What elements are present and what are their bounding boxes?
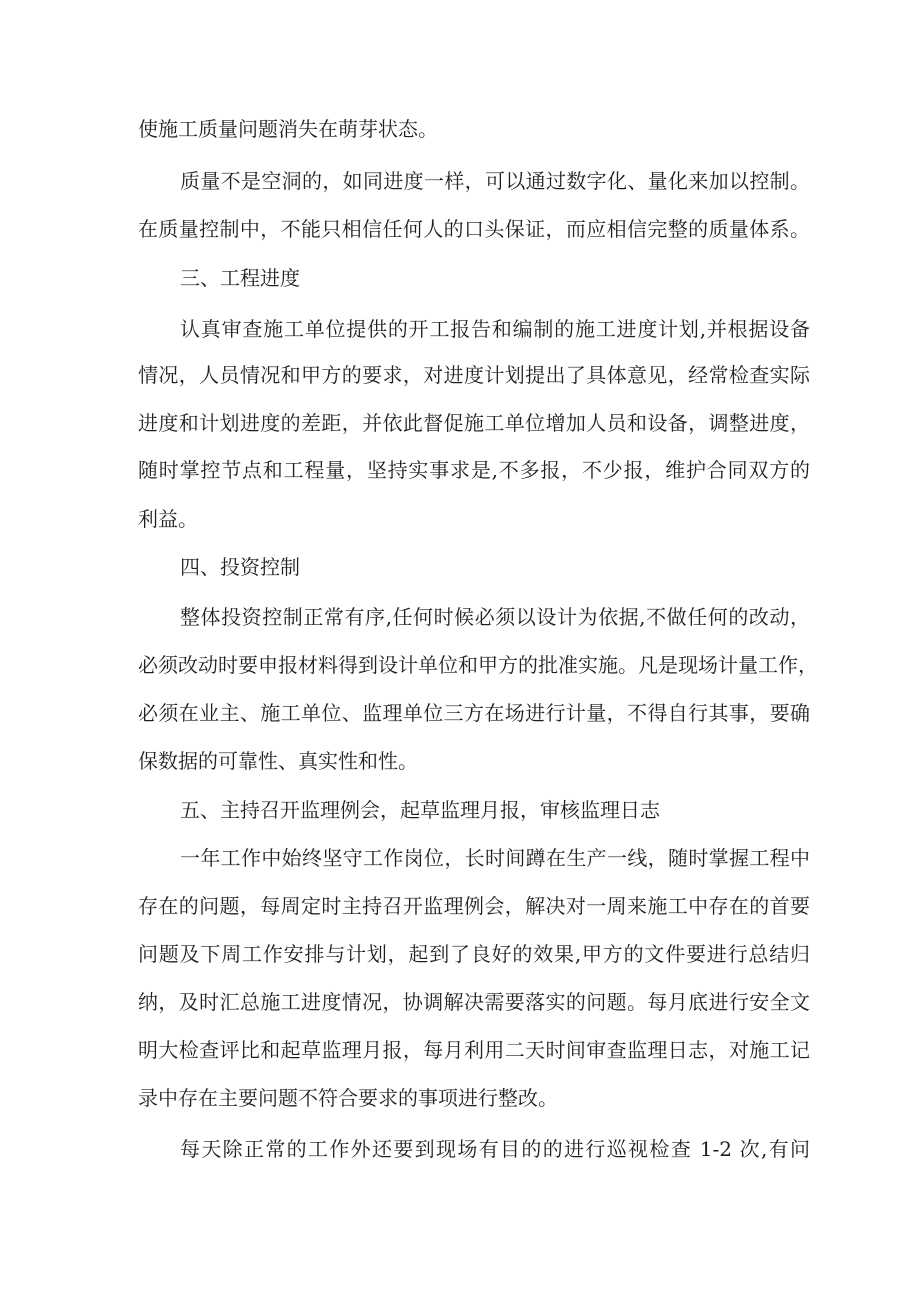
text-line: 存在的问题，每周定时主持召开监理例会，解决对一周来施工中存在的首要 xyxy=(138,894,810,918)
text-line: 一年工作中始终坚守工作岗位，长时间蹲在生产一线，随时掌握工程中 xyxy=(180,846,810,870)
text-line: 每天除正常的工作外还要到现场有目的的进行巡视检查 1-2 次,有问 xyxy=(180,1137,810,1161)
text-line: 整体投资控制正常有序,任何时候必须以设计为依据,不做任何的改动， xyxy=(180,605,810,629)
text-line: 明大检查评比和起草监理月报，每月利用二天时间审查监理日志，对施工记 xyxy=(138,1038,810,1062)
text-line: 情况，人员情况和甲方的要求，对进度计划提出了具体意见，经常检查实际 xyxy=(138,363,810,387)
text-line: 利益。 xyxy=(138,507,198,531)
text-line: 必须改动时要申报材料得到设计单位和甲方的批准实施。凡是现场计量工作， xyxy=(138,653,818,677)
text-line: 录中存在主要问题不符合要求的事项进行整改。 xyxy=(138,1086,558,1110)
text-line: 质量不是空洞的，如同进度一样，可以通过数字化、量化来加以控制。 xyxy=(180,169,810,193)
text-line: 问题及下周工作安排与计划，起到了良好的效果,甲方的文件要进行总结归 xyxy=(138,942,810,966)
text-line: 必须在业主、施工单位、监理单位三方在场进行计量，不得自行其事，要确 xyxy=(138,701,810,725)
section-heading: 三、工程进度 xyxy=(180,266,300,290)
text-line: 随时掌控节点和工程量，坚持实事求是,不多报，不少报，维护合同双方的 xyxy=(138,458,810,482)
text-line: 保数据的可靠性、真实性和性。 xyxy=(138,749,418,773)
text-line: 使施工质量问题消失在萌芽状态。 xyxy=(138,117,438,141)
text-line: 在质量控制中，不能只相信任何人的口头保证，而应相信完整的质量体系。 xyxy=(138,217,810,241)
text-line: 认真审查施工单位提供的开工报告和编制的施工进度计划,并根据设备 xyxy=(180,317,810,341)
text-line: 纳，及时汇总施工进度情况，协调解决需要落实的问题。每月底进行安全文 xyxy=(138,990,810,1014)
section-heading: 四、投资控制 xyxy=(180,555,300,579)
text-line: 进度和计划进度的差距，并依此督促施工单位增加人员和设备，调整进度， xyxy=(138,411,810,435)
section-heading: 五、主持召开监理例会，起草监理月报，审核监理日志 xyxy=(180,798,660,822)
